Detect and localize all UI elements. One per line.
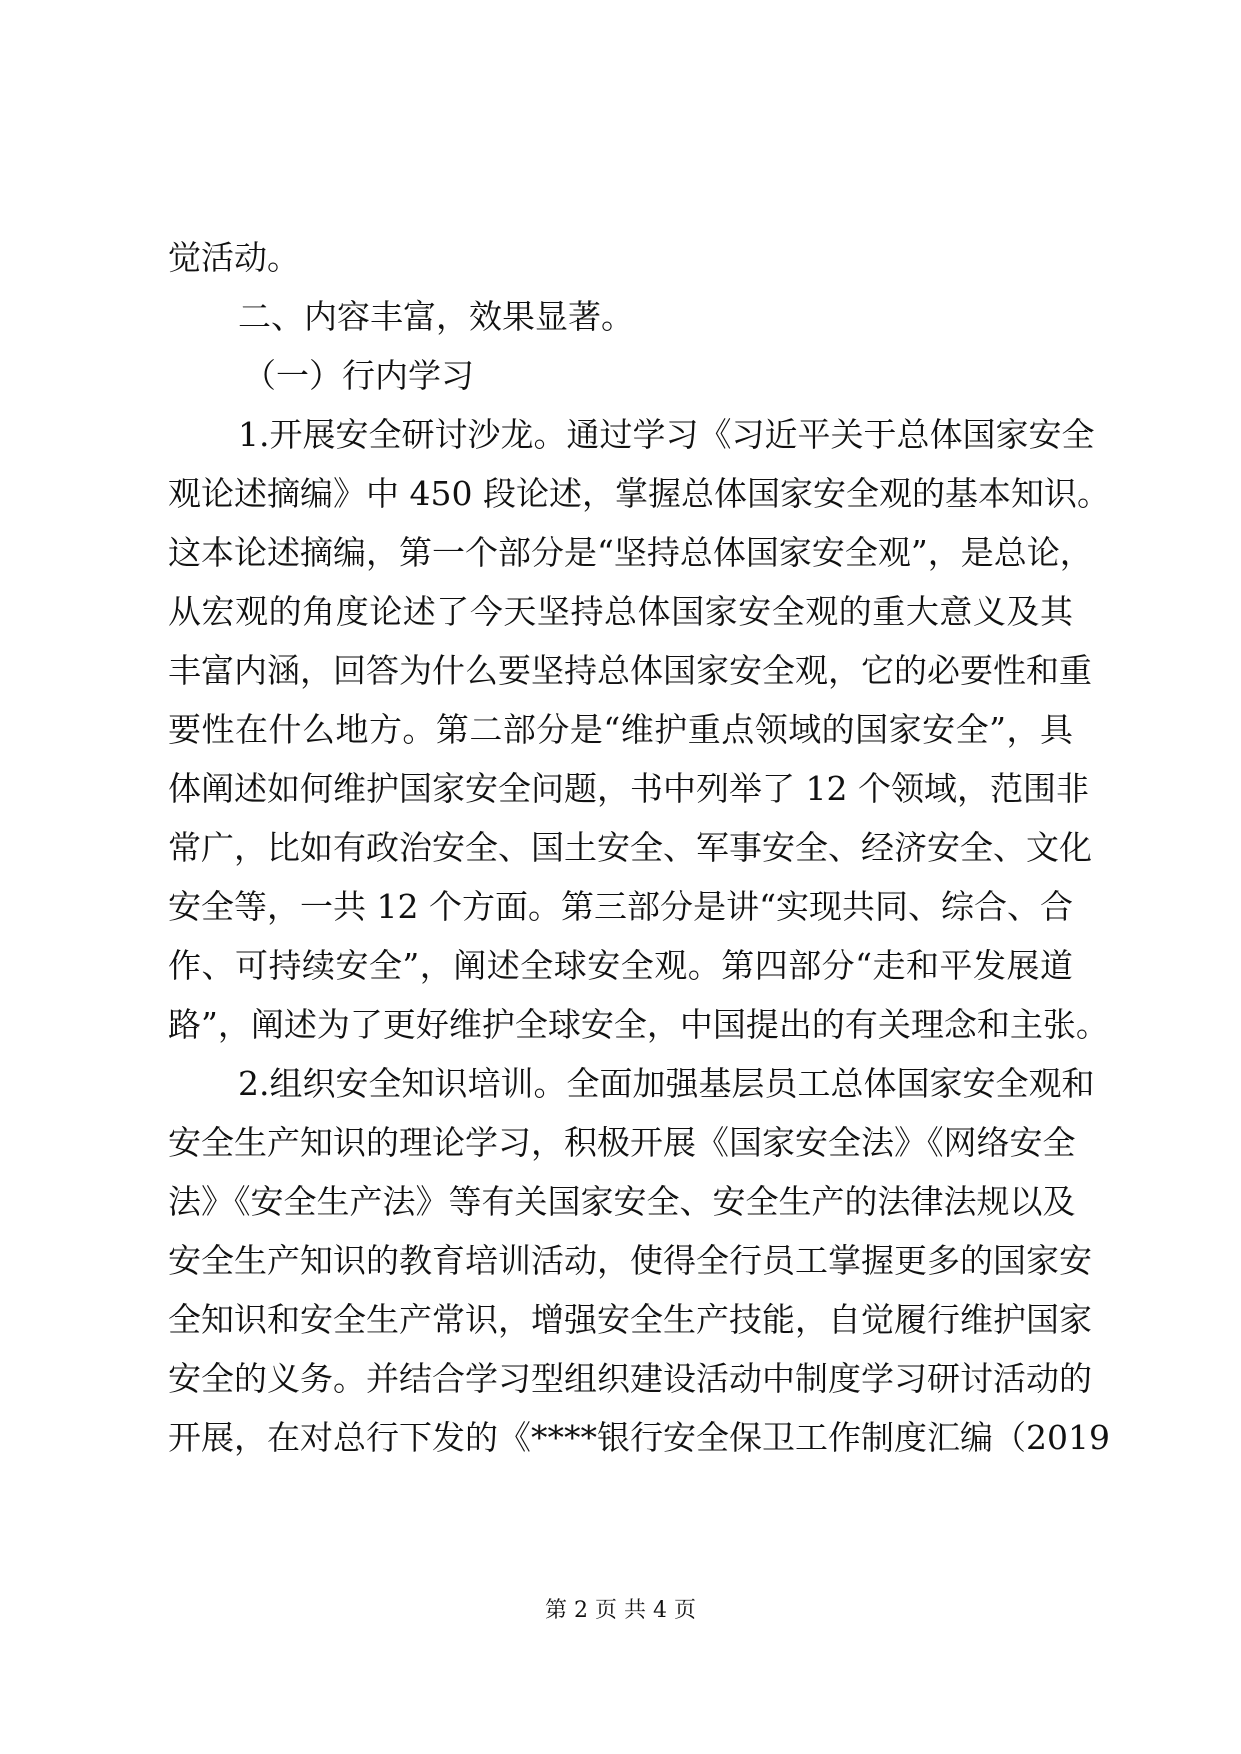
paragraph-line: 丰富内涵，回答为什么要坚持总体国家安全观，它的必要性和重 (168, 651, 1092, 690)
paragraph-line: 安全的义务。并结合学习型组织建设活动中制度学习研讨活动的 (168, 1359, 1092, 1398)
paragraph-line: 安全生产知识的理论学习，积极开展《国家安全法》《网络安全 (168, 1123, 1076, 1162)
paragraph-line: 作、可持续安全”，阐述全球安全观。第四部分“走和平发展道 (168, 946, 1073, 985)
paragraph-line: 2.组织安全知识培训。全面加强基层员工总体国家安全观和 (238, 1064, 1095, 1103)
paragraph-line: 这本论述摘编，第一个部分是“坚持总体国家安全观”，是总论， (168, 533, 1093, 572)
paragraph-line: 开展，在对总行下发的《****银行安全保卫工作制度汇编（2019 (168, 1418, 1110, 1457)
paragraph-line: 路”，阐述为了更好维护全球安全，中国提出的有关理念和主张。 (168, 1005, 1109, 1044)
paragraph-line: 全知识和安全生产常识，增强安全生产技能，自觉履行维护国家 (168, 1300, 1092, 1339)
paragraph-line: 从宏观的角度论述了今天坚持总体国家安全观的重大意义及其 (168, 592, 1073, 631)
paragraph-line: 1.开展安全研讨沙龙。通过学习《习近平关于总体国家安全 (238, 415, 1095, 454)
paragraph-line: 安全生产知识的教育培训活动，使得全行员工掌握更多的国家安 (168, 1241, 1092, 1280)
page-footer: 第 2 页 共 4 页 (545, 1598, 696, 1623)
paragraph-line: 常广，比如有政治安全、国土安全、军事安全、经济安全、文化 (168, 828, 1092, 867)
paragraph-line: 体阐述如何维护国家安全问题，书中列举了 12 个领域，范围非 (168, 769, 1089, 808)
paragraph-line: 观论述摘编》中 450 段论述，掌握总体国家安全观的基本知识。 (168, 474, 1110, 513)
paragraph-line: 安全等，一共 12 个方面。第三部分是讲“实现共同、综合、合 (168, 887, 1073, 926)
section-heading: 二、内容丰富，效果显著。 (238, 297, 634, 336)
subsection-heading: （一）行内学习 (243, 356, 474, 395)
paragraph-line: 要性在什么地方。第二部分是“维护重点领域的国家安全”，具 (168, 710, 1073, 749)
paragraph-line: 觉活动。 (168, 238, 300, 277)
paragraph-line: 法》《安全生产法》等有关国家安全、安全生产的法律法规以及 (168, 1182, 1076, 1221)
body-text (168, 228, 1110, 1467)
